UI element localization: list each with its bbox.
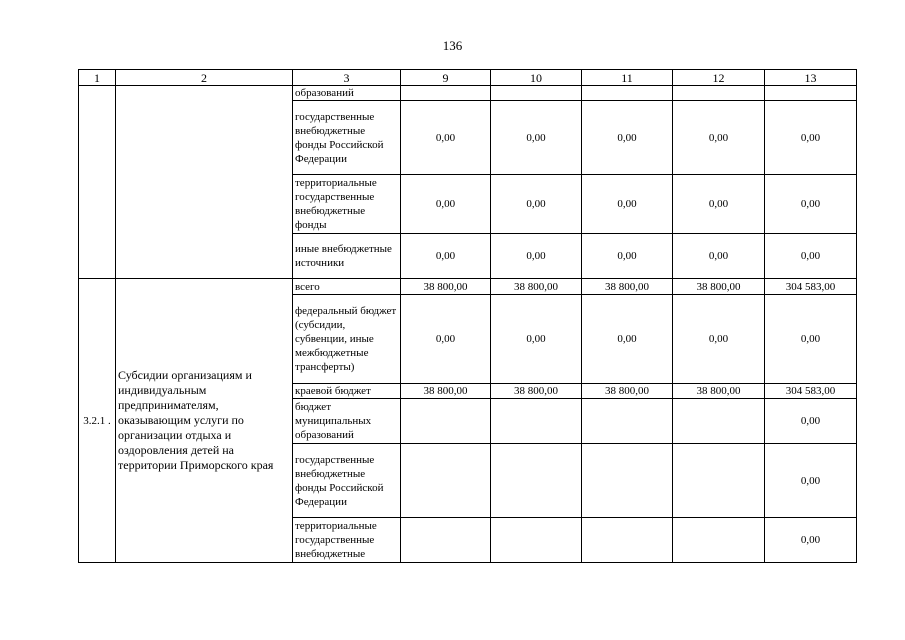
item-description: Субсидии организациям и индивидуальным предпринимателям, оказывающим услуги по организации отдыха и оздоровления детей на территории Приморского края [116,279,293,563]
total-cell: 0,00 [765,295,857,384]
budget-table [78,69,857,563]
value-cell [673,518,765,563]
value-cell [491,399,582,444]
source-cell: государственные внебюджетные фонды Российской Федерации [293,101,401,175]
source-cell: образований [293,86,401,101]
table-row [79,86,857,101]
value-cell: 0,00 [673,101,765,175]
value-cell [401,86,491,101]
value-cell [582,518,673,563]
total-cell: 0,00 [765,518,857,563]
value-cell: 0,00 [401,101,491,175]
value-cell [491,518,582,563]
value-cell: 0,00 [673,295,765,384]
value-cell [582,86,673,101]
value-cell: 0,00 [491,175,582,234]
value-cell: 0,00 [491,295,582,384]
value-cell: 0,00 [673,175,765,234]
total-cell: 304 583,00 [765,279,857,295]
value-cell: 38 800,00 [491,279,582,295]
value-cell [401,444,491,518]
value-cell: 0,00 [673,234,765,279]
value-cell [673,399,765,444]
value-cell [401,399,491,444]
total-cell [765,86,857,101]
source-cell: краевой бюджет [293,384,401,399]
value-cell: 38 800,00 [401,279,491,295]
source-cell: иные внебюджетные источники [293,234,401,279]
value-cell [673,444,765,518]
header-cell: 2 [116,70,293,86]
value-cell: 0,00 [582,295,673,384]
page-number: 136 [442,38,463,53]
value-cell: 0,00 [401,234,491,279]
total-cell: 0,00 [765,175,857,234]
item-code: 3.2.1 . [79,279,116,563]
value-cell [491,86,582,101]
header-cell: 1 [79,70,116,86]
value-cell [673,86,765,101]
cont-desc-cell [116,86,293,279]
source-cell: федеральный бюджет (субсидии, субвенции, иные межбюджетные трансферты) [293,295,401,384]
header-cell: 9 [401,70,491,86]
value-cell: 0,00 [491,234,582,279]
total-cell: 0,00 [765,234,857,279]
value-cell: 38 800,00 [401,384,491,399]
value-cell [491,444,582,518]
value-cell: 38 800,00 [673,384,765,399]
value-cell: 38 800,00 [673,279,765,295]
value-cell: 0,00 [582,101,673,175]
value-cell: 38 800,00 [582,384,673,399]
total-cell: 304 583,00 [765,384,857,399]
header-cell: 13 [765,70,857,86]
source-cell: всего [293,279,401,295]
value-cell: 0,00 [582,175,673,234]
value-cell: 0,00 [401,175,491,234]
source-cell: государственные внебюджетные фонды Российской Федерации [293,444,401,518]
cont-code-cell [79,86,116,279]
total-cell: 0,00 [765,444,857,518]
total-cell: 0,00 [765,399,857,444]
value-cell: 0,00 [582,234,673,279]
value-cell: 0,00 [491,101,582,175]
value-cell: 38 800,00 [582,279,673,295]
header-row [79,70,857,86]
header-cell: 11 [582,70,673,86]
source-cell: территориальные государственные внебюджетные фонды [293,175,401,234]
header-cell: 12 [673,70,765,86]
value-cell [401,518,491,563]
source-cell: территориальные государственные внебюджетные [293,518,401,563]
value-cell: 0,00 [401,295,491,384]
value-cell [582,399,673,444]
header-cell: 10 [491,70,582,86]
value-cell [582,444,673,518]
total-cell: 0,00 [765,101,857,175]
table-row [79,279,857,295]
value-cell: 38 800,00 [491,384,582,399]
header-cell: 3 [293,70,401,86]
source-cell: бюджет муниципальных образований [293,399,401,444]
